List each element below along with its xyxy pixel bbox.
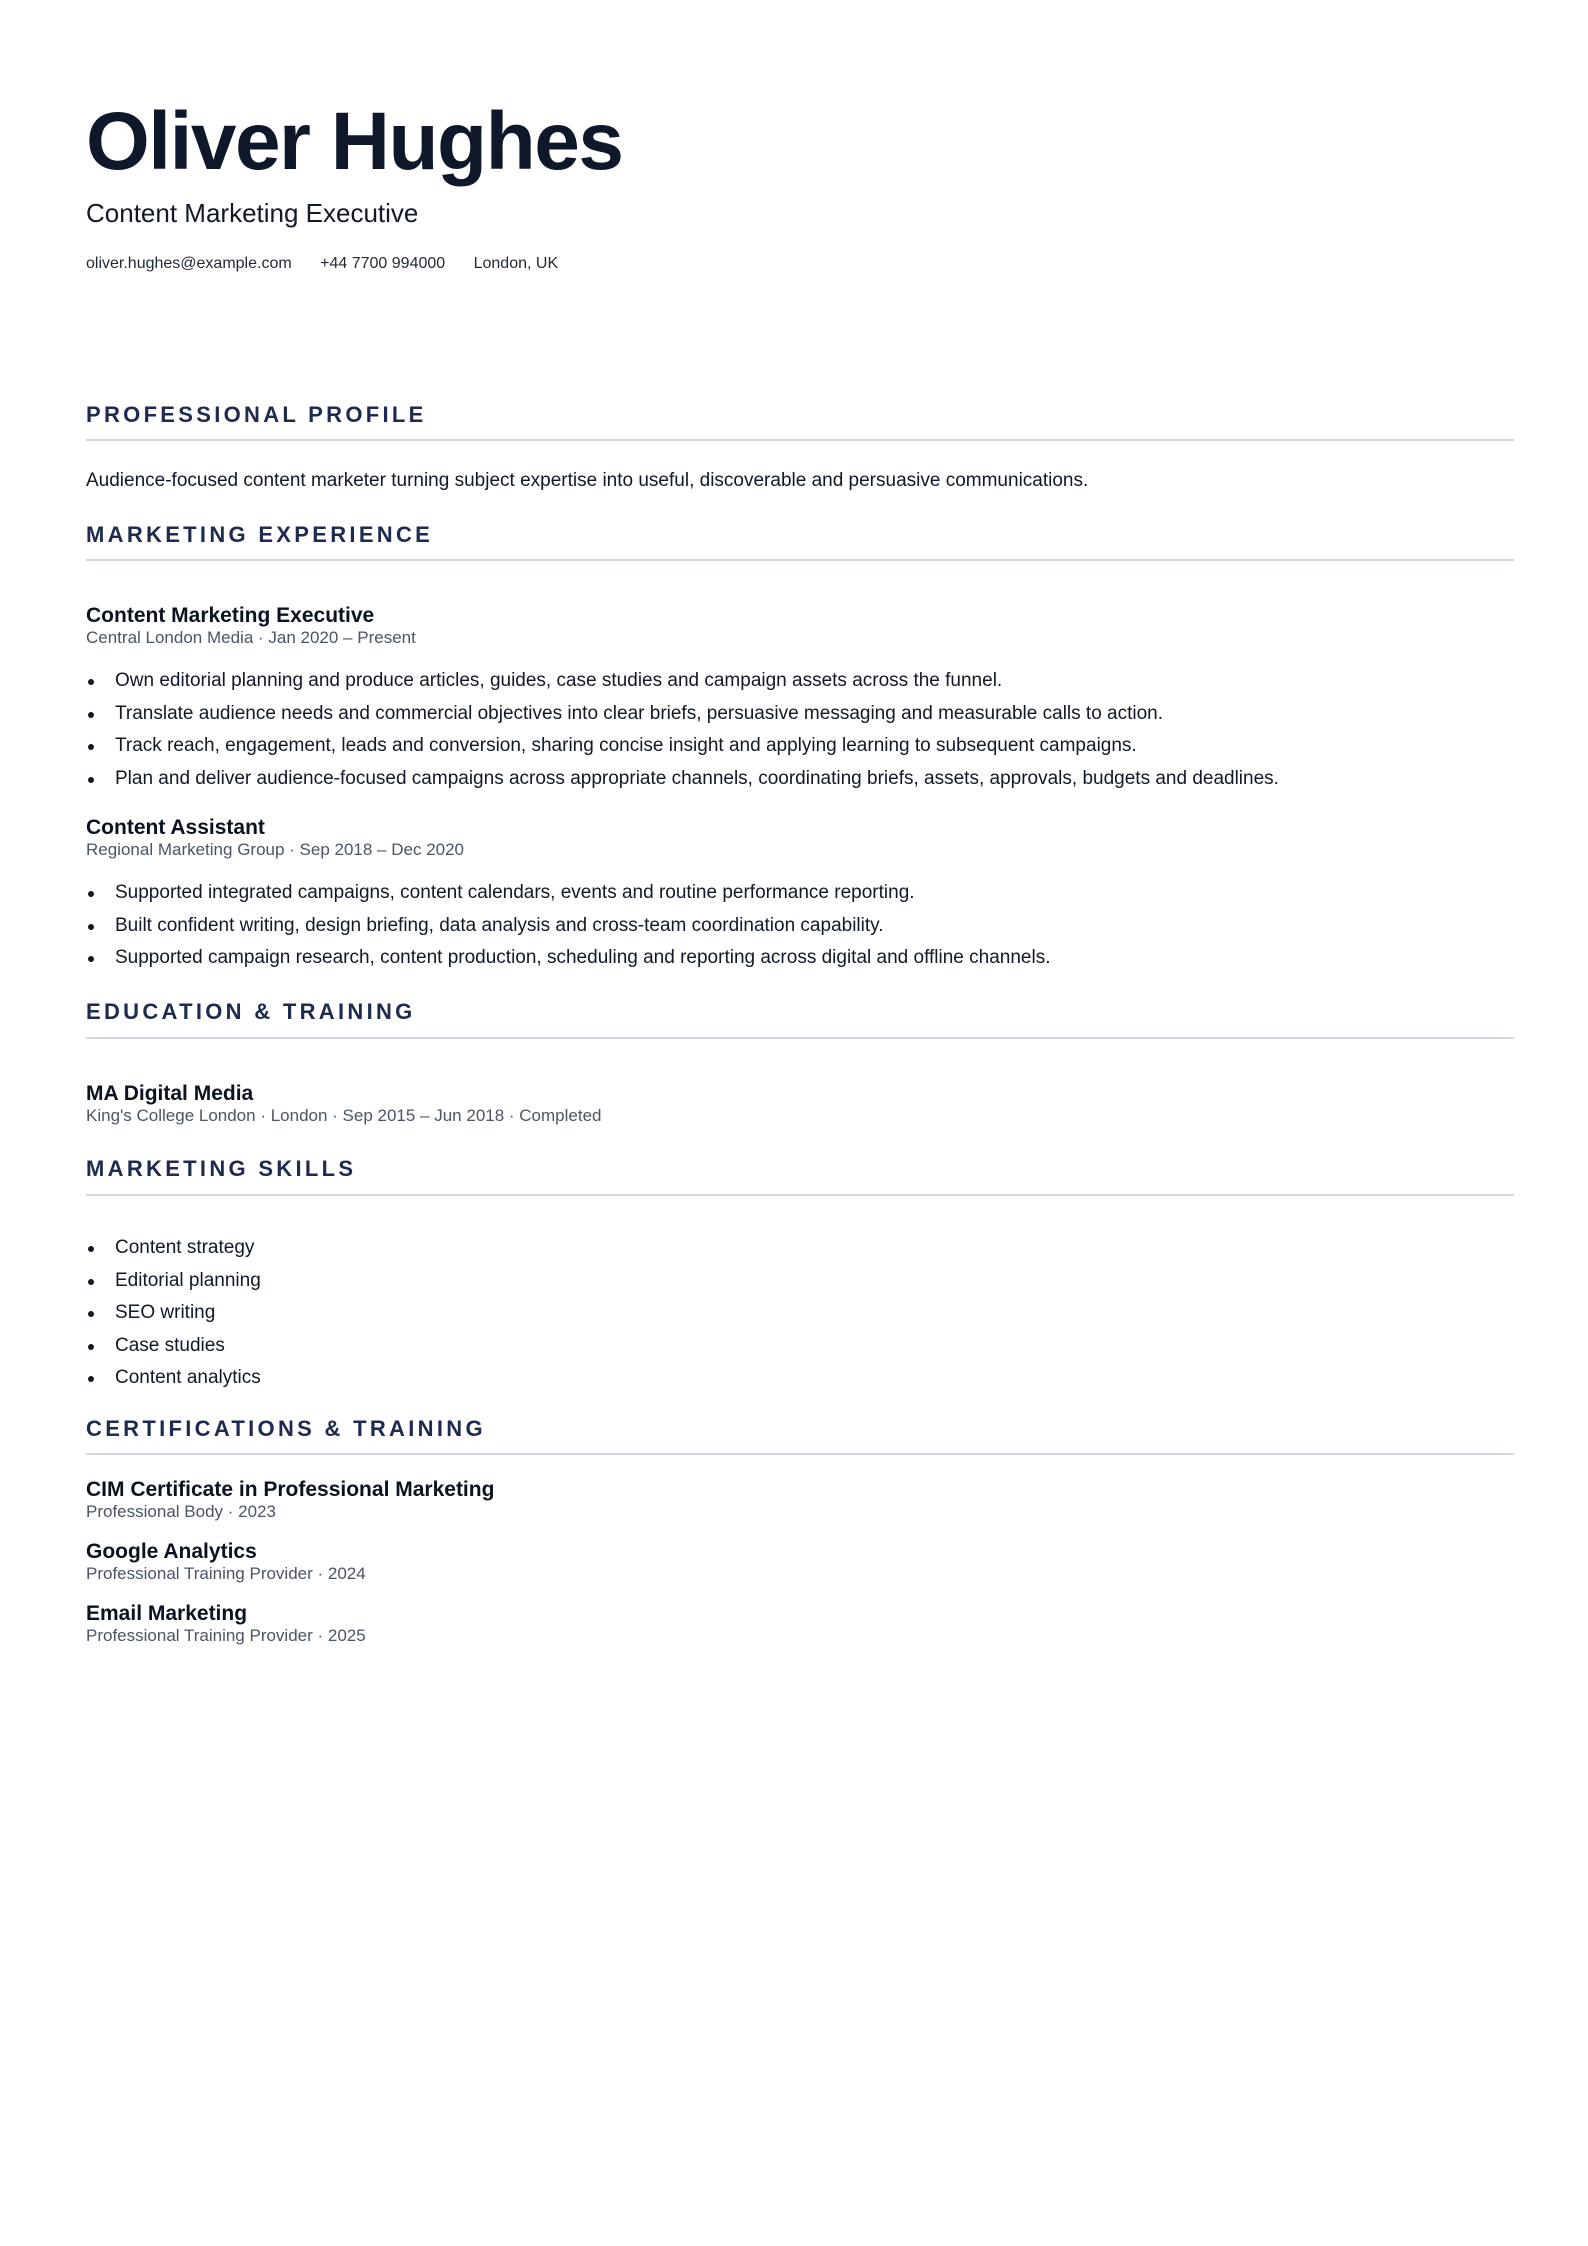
section-title-profile: PROFESSIONAL PROFILE [86,402,427,427]
candidate-role: Content Marketing Executive [86,198,419,228]
certification-meta: Professional Training Provider · 2024 [86,1564,366,1583]
section-divider [86,1453,1514,1455]
skills-list [86,1235,261,1398]
skill-item: SEO writing [86,1300,261,1333]
job-bullet: Own editorial planning and produce articles, guides, case studies and campaign assets across the funnel. [86,668,1279,701]
job-title: Content Assistant [86,816,265,839]
skill-item: Editorial planning [86,1268,261,1301]
skill-item: Content strategy [86,1235,261,1268]
job-bullet: Supported integrated campaigns, content calendars, events and routine performance reporting. [86,880,1050,913]
job-meta: Central London Media · Jan 2020 – Present [86,628,416,647]
section-title-skills: MARKETING SKILLS [86,1156,357,1181]
certification-name: CIM Certificate in Professional Marketing [86,1478,495,1501]
section-divider [86,1037,1514,1039]
profile-summary: Audience-focused content marketer turning subject expertise into useful, discoverable and persuasive communications. [86,470,1089,491]
education-degree: MA Digital Media [86,1082,254,1105]
contact-line [86,253,582,275]
skill-item: Content analytics [86,1365,261,1398]
section-title-experience: MARKETING EXPERIENCE [86,522,434,547]
job-bullets [86,880,1050,978]
contact-phone: +44 7700 994000 [320,255,446,272]
job-bullet: Translate audience needs and commercial objectives into clear briefs, persuasive messaging and measurable calls to action. [86,701,1279,734]
section-divider [86,439,1514,441]
section-divider [86,1194,1514,1196]
skill-item: Case studies [86,1333,261,1366]
contact-email[interactable]: oliver.hughes@example.com [86,255,292,272]
section-divider [86,559,1514,561]
certification-name: Google Analytics [86,1540,257,1563]
job-title: Content Marketing Executive [86,604,375,627]
job-bullet: Supported campaign research, content production, scheduling and reporting across digital and offline channels. [86,945,1050,978]
job-bullets [86,668,1279,798]
job-bullet: Track reach, engagement, leads and conversion, sharing concise insight and applying learning to subsequent campaigns. [86,733,1279,766]
contact-location: London, UK [473,255,559,272]
job-bullet: Built confident writing, design briefing, data analysis and cross-team coordination capability. [86,913,1050,946]
certification-meta: Professional Body · 2023 [86,1502,276,1521]
certification-meta: Professional Training Provider · 2025 [86,1626,366,1645]
section-title-certifications: CERTIFICATIONS & TRAINING [86,1416,486,1441]
certification-name: Email Marketing [86,1602,248,1625]
education-meta: King's College London · London · Sep 2015 – Jun 2018 · Completed [86,1106,602,1125]
section-title-education: EDUCATION & TRAINING [86,999,416,1024]
job-meta: Regional Marketing Group · Sep 2018 – Dec 2020 [86,840,465,859]
candidate-name: Oliver Hughes [86,96,623,187]
job-bullet: Plan and deliver audience-focused campaigns across appropriate channels, coordinating briefs, assets, approvals, budgets and deadlines. [86,766,1279,799]
